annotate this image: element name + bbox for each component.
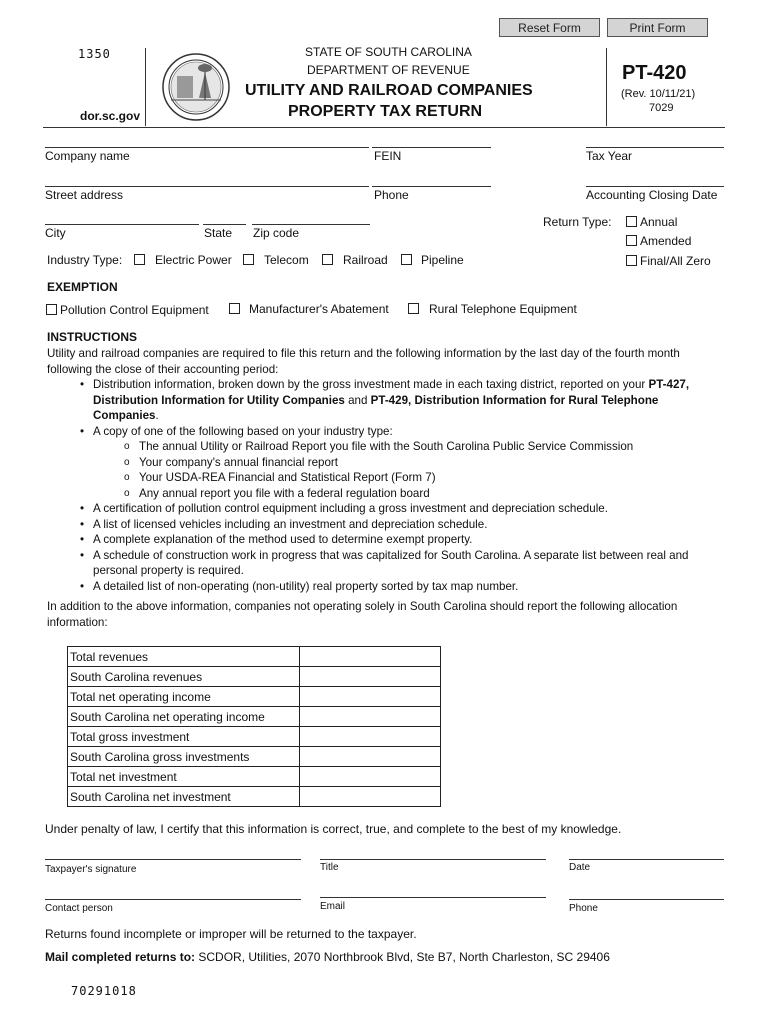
mail-label: Mail completed returns to:: [45, 950, 196, 964]
mailing-instructions: [45, 950, 610, 964]
allocation-table: [67, 646, 441, 807]
reset-form-button[interactable]: Reset Form: [499, 18, 600, 37]
header-right-divider: [606, 48, 607, 126]
header-rule: [43, 127, 725, 128]
instruction-bullet-nonoperating: • A detailed list of non-operating (non-utility) real property sorted by tax map number.: [47, 579, 727, 595]
allocation-label: South Carolina net operating income: [68, 707, 300, 727]
street-address-label: Street address: [45, 188, 124, 202]
tax-year-label: Tax Year: [586, 149, 633, 163]
contact-person-field[interactable]: [45, 899, 301, 900]
table-row: [68, 727, 441, 747]
allocation-label: South Carolina net investment: [68, 787, 300, 807]
pt429-reference: PT-429, Distribution Information for Rural Telephone Companies: [93, 393, 659, 422]
final-label: Final/All Zero: [640, 254, 711, 268]
allocation-label: Total net investment: [68, 767, 300, 787]
contact-phone-field[interactable]: [569, 899, 724, 900]
mail-address: SCDOR, Utilities, 2070 Northbrook Blvd, Ste B7, North Charleston, SC 29406: [195, 950, 610, 964]
bullet-text: .: [155, 409, 159, 422]
certification-statement: Under penalty of law, I certify that this information is correct, true, and complete to the best of my knowledge.: [45, 822, 622, 836]
rural-telephone-label: Rural Telephone Equipment: [429, 302, 577, 316]
annual-checkbox[interactable]: [626, 216, 637, 227]
signature-field[interactable]: [45, 859, 301, 860]
company-name-label: Company name: [45, 149, 130, 163]
form-id: 7029: [649, 102, 674, 114]
instructions-body: [47, 346, 727, 630]
city-label: City: [45, 226, 66, 240]
department-name: DEPARTMENT OF REVENUE: [307, 63, 470, 77]
exemption-heading: EXEMPTION: [47, 280, 118, 294]
instruction-bullet-exempt: • A complete explanation of the method used to determine exempt property.: [47, 532, 727, 548]
phone-label: Phone: [374, 188, 409, 202]
allocation-value-input[interactable]: [300, 667, 441, 687]
form-title-line2: PROPERTY TAX RETURN: [288, 103, 483, 120]
website: dor.sc.gov: [80, 109, 141, 123]
table-row: [68, 707, 441, 727]
allocation-value-input[interactable]: [300, 707, 441, 727]
bullet-text: Distribution information, broken down by the gross investment made in each taxing district, reported on your: [93, 378, 649, 391]
electric-power-label: Electric Power: [155, 253, 232, 267]
pollution-control-checkbox[interactable]: [46, 304, 57, 315]
telecom-label: Telecom: [264, 253, 309, 267]
manufacturers-abatement-label: Manufacturer's Abatement: [249, 302, 389, 316]
final-checkbox[interactable]: [626, 255, 637, 266]
industry-type-label: Industry Type:: [47, 253, 123, 267]
instruction-sub-item: o Any annual report you file with a federal regulation board: [47, 486, 727, 502]
instruction-bullet-construction: • A schedule of construction work in progress that was capitalized for South Carolina. A separate list between real and personal property is required.: [47, 548, 727, 579]
instruction-bullet-distribution: [47, 377, 727, 424]
table-row: [68, 687, 441, 707]
state-field[interactable]: [203, 224, 246, 225]
allocation-value-input[interactable]: [300, 787, 441, 807]
closing-date-field[interactable]: [586, 186, 724, 187]
instruction-bullet-copy: • A copy of one of the following based on your industry type:: [47, 424, 727, 440]
header-left-divider: [145, 48, 146, 126]
pipeline-label: Pipeline: [421, 253, 464, 267]
email-field[interactable]: [320, 897, 546, 898]
returned-notice: Returns found incomplete or improper will be returned to the taxpayer.: [45, 927, 417, 941]
email-label: Email: [320, 901, 346, 912]
railroad-label: Railroad: [343, 253, 388, 267]
amended-label: Amended: [640, 234, 692, 248]
table-row: [68, 787, 441, 807]
company-name-field[interactable]: [45, 147, 369, 148]
signature-label: Taxpayer's signature: [45, 864, 137, 875]
title-field[interactable]: [320, 859, 546, 860]
annual-label: Annual: [640, 215, 678, 229]
table-row: [68, 747, 441, 767]
bullet-text: and: [344, 393, 371, 407]
allocation-label: Total revenues: [68, 647, 300, 667]
railroad-checkbox[interactable]: [322, 254, 333, 265]
allocation-value-input[interactable]: [300, 747, 441, 767]
tax-year-field[interactable]: [586, 147, 724, 148]
return-type-label: Return Type:: [543, 215, 612, 229]
table-row: [68, 767, 441, 787]
rural-telephone-checkbox[interactable]: [408, 303, 419, 314]
allocation-value-input[interactable]: [300, 727, 441, 747]
instruction-sub-item: o The annual Utility or Railroad Report you file with the South Carolina Public Service Commission: [47, 439, 727, 455]
pipeline-checkbox[interactable]: [401, 254, 412, 265]
instruction-bullet-pollution: • A certification of pollution control equipment including a gross investment and depreciation schedule.: [47, 501, 727, 517]
allocation-label: South Carolina gross investments: [68, 747, 300, 767]
instruction-sub-item: o Your USDA-REA Financial and Statistical Report (Form 7): [47, 470, 727, 486]
instructions-intro: Utility and railroad companies are required to file this return and the following information by the last day of the fourth month following the close of their accounting period:: [47, 347, 680, 376]
contact-phone-label: Phone: [569, 903, 598, 914]
allocation-label: South Carolina revenues: [68, 667, 300, 687]
zip-field[interactable]: [252, 224, 370, 225]
pollution-control-label: Pollution Control Equipment: [60, 303, 209, 317]
table-row: [68, 667, 441, 687]
state-label: State: [204, 226, 233, 240]
telecom-checkbox[interactable]: [243, 254, 254, 265]
allocation-value-input[interactable]: [300, 767, 441, 787]
city-field[interactable]: [45, 224, 199, 225]
allocation-value-input[interactable]: [300, 687, 441, 707]
form-title-line1: UTILITY AND RAILROAD COMPANIES: [245, 82, 533, 99]
form-revision: (Rev. 10/11/21): [621, 88, 696, 100]
state-seal: [161, 52, 231, 122]
street-address-field[interactable]: [45, 186, 369, 187]
electric-power-checkbox[interactable]: [134, 254, 145, 265]
instruction-sub-item: o Your company's annual financial report: [47, 455, 727, 471]
pt427-reference: PT-427, Distribution Information for Utility Companies: [93, 378, 690, 407]
allocation-value-input[interactable]: [300, 647, 441, 667]
fein-field[interactable]: [372, 147, 491, 148]
date-field[interactable]: [569, 859, 724, 860]
closing-date-label: Accounting Closing Date: [586, 188, 718, 202]
allocation-label: Total net operating income: [68, 687, 300, 707]
allocation-intro: In addition to the above information, companies not operating solely in South Carolina should report the following allocation information:: [47, 600, 678, 629]
amended-checkbox[interactable]: [626, 235, 637, 246]
date-label: Date: [569, 862, 591, 873]
zip-label: Zip code: [253, 226, 300, 240]
contact-person-label: Contact person: [45, 903, 113, 914]
instruction-bullet-vehicles: • A list of licensed vehicles including an investment and depreciation schedule.: [47, 517, 727, 533]
manufacturers-abatement-checkbox[interactable]: [229, 303, 240, 314]
fein-label: FEIN: [374, 149, 402, 163]
table-row: [68, 647, 441, 667]
allocation-label: Total gross investment: [68, 727, 300, 747]
instructions-heading: INSTRUCTIONS: [47, 330, 137, 344]
form-number: PT-420: [622, 62, 687, 84]
state-name: STATE OF SOUTH CAROLINA: [305, 45, 472, 59]
form-code: 1350: [78, 47, 111, 61]
barcode-number: 70291018: [71, 984, 137, 998]
title-label: Title: [320, 862, 339, 873]
phone-field[interactable]: [372, 186, 491, 187]
print-form-button[interactable]: Print Form: [607, 18, 708, 37]
